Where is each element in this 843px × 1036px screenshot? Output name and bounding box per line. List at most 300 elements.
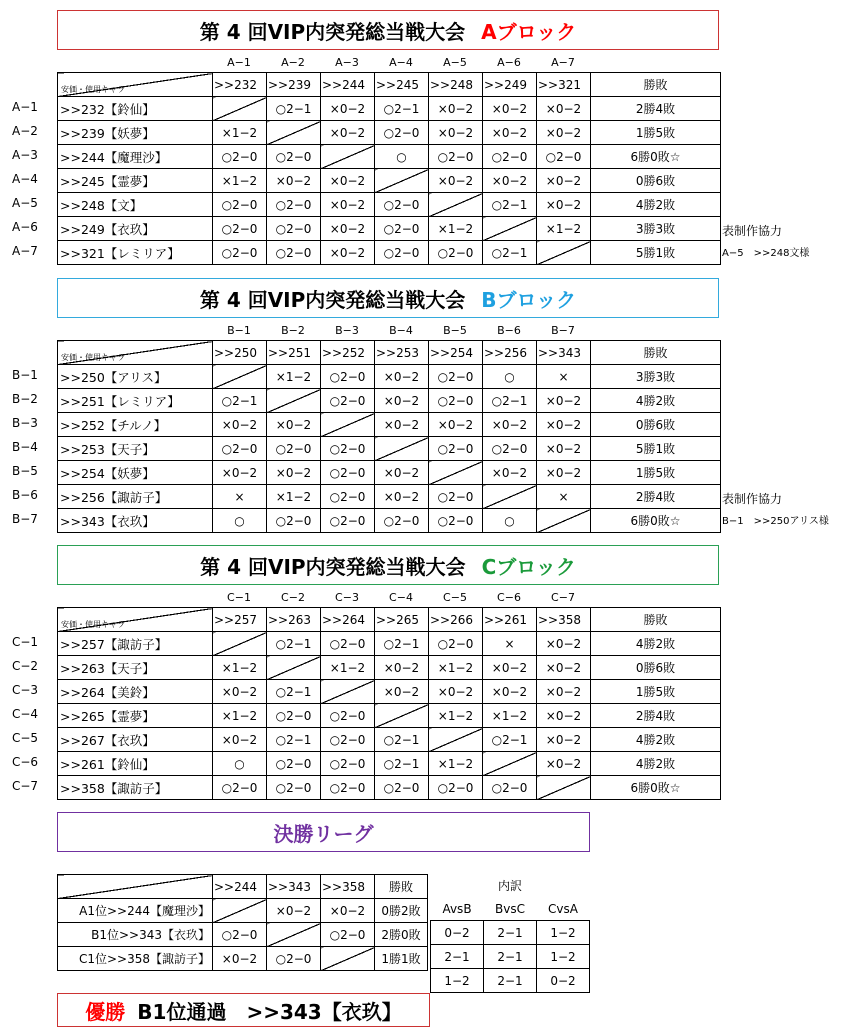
- match-result: ○2−0: [213, 193, 267, 217]
- self-match-cell: [267, 389, 321, 413]
- player-name: >>248【文】: [58, 193, 213, 217]
- column-seat-label: B−1: [227, 324, 251, 337]
- match-result: ○2−1: [483, 728, 537, 752]
- header-row: [58, 73, 721, 97]
- match-result: ×0−2: [321, 97, 375, 121]
- table-row: [58, 485, 721, 509]
- match-result: ×0−2: [321, 217, 375, 241]
- player-name: >>256【諏訪子】: [58, 485, 213, 509]
- column-seat-label: B−3: [335, 324, 359, 337]
- match-result: ×: [213, 485, 267, 509]
- column-seat-label: C−5: [443, 591, 467, 604]
- banner-title: 第 4 回VIP内突発総当戦大会: [199, 19, 466, 44]
- player-name: >>249【衣玖】: [58, 217, 213, 241]
- match-result: ○2−0: [267, 509, 321, 533]
- match-result: ×0−2: [375, 365, 429, 389]
- match-result: ○2−0: [267, 437, 321, 461]
- match-result: ○: [375, 145, 429, 169]
- self-match-cell: [375, 169, 429, 193]
- column-player-id: >>244: [321, 73, 375, 97]
- match-result: ×: [483, 632, 537, 656]
- breakdown-score: 2−1: [484, 945, 537, 969]
- self-match-cell: [267, 121, 321, 145]
- match-result: ○2−1: [483, 193, 537, 217]
- match-result: ×0−2: [267, 413, 321, 437]
- match-result: ×1−2: [429, 704, 483, 728]
- breakdown-column: AvsB: [442, 901, 472, 916]
- row-seat-label: C−3: [12, 683, 39, 697]
- match-result: ○2−1: [267, 632, 321, 656]
- row-seat-label: B−6: [12, 488, 38, 502]
- match-result: ○2−0: [537, 145, 591, 169]
- match-result: ○2−0: [375, 193, 429, 217]
- match-result: ×0−2: [321, 169, 375, 193]
- row-seat-label: A−1: [12, 100, 38, 114]
- win-loss-record: 1勝5敗: [591, 461, 721, 485]
- match-result: ×1−2: [483, 704, 537, 728]
- player-name: C1位>>358【諏訪子】: [58, 947, 213, 971]
- match-result: ○2−0: [321, 776, 375, 800]
- win-loss-record: 4勝2敗: [591, 193, 721, 217]
- win-loss-record: 2勝4敗: [591, 485, 721, 509]
- column-player-id: >>358: [537, 608, 591, 632]
- row-seat-label: B−4: [12, 440, 38, 454]
- table-row: [58, 365, 721, 389]
- match-result: ×0−2: [429, 680, 483, 704]
- match-result: ○2−0: [267, 193, 321, 217]
- match-result: ○2−0: [429, 389, 483, 413]
- match-result: ×1−2: [213, 656, 267, 680]
- table-row: [58, 461, 721, 485]
- match-result: ×0−2: [321, 899, 375, 923]
- corner-label: 安価・使用キャラ: [61, 85, 125, 94]
- breakdown-score: 1−2: [431, 969, 484, 993]
- table-row: [58, 217, 721, 241]
- self-match-cell: [267, 656, 321, 680]
- final-title: 決勝リーグ: [273, 821, 374, 846]
- header-row: [58, 341, 721, 365]
- column-player-id: >>358: [321, 875, 375, 899]
- match-result: ○2−0: [429, 776, 483, 800]
- column-seat-label: A−2: [281, 56, 305, 69]
- self-match-cell: [267, 923, 321, 947]
- column-player-id: >>248: [429, 73, 483, 97]
- match-result: ×0−2: [537, 193, 591, 217]
- row-seat-label: C−7: [12, 779, 39, 793]
- table-row: [58, 899, 428, 923]
- breakdown-score: 1−2: [537, 945, 590, 969]
- self-match-cell: [483, 217, 537, 241]
- player-name: >>253【天子】: [58, 437, 213, 461]
- match-result: ×0−2: [375, 485, 429, 509]
- win-loss-record: 1勝5敗: [591, 121, 721, 145]
- match-result: ○2−1: [267, 97, 321, 121]
- breakdown-score: 2−1: [484, 921, 537, 945]
- match-result: ×1−2: [429, 217, 483, 241]
- self-match-cell: [483, 752, 537, 776]
- win-loss-record: 1勝1敗: [375, 947, 428, 971]
- row-seat-label: B−5: [12, 464, 38, 478]
- column-seat-label: C−1: [227, 591, 251, 604]
- self-match-cell: [213, 632, 267, 656]
- match-result: ○2−0: [375, 241, 429, 265]
- match-result: ○2−1: [375, 97, 429, 121]
- player-name: >>244【魔理沙】: [58, 145, 213, 169]
- table-row: [58, 413, 721, 437]
- match-result: ○2−0: [429, 632, 483, 656]
- league-table: [57, 607, 721, 800]
- table-row: [58, 145, 721, 169]
- match-result: ×0−2: [483, 680, 537, 704]
- league-table: [57, 72, 721, 265]
- match-result: ×0−2: [213, 680, 267, 704]
- match-result: ×0−2: [537, 752, 591, 776]
- banner-block-label: Bブロック: [481, 287, 577, 312]
- breakdown-column: CvsA: [548, 901, 578, 916]
- match-result: ○2−0: [375, 121, 429, 145]
- result-header: 勝敗: [591, 608, 721, 632]
- row-seat-label: C−5: [12, 731, 39, 745]
- win-loss-record: 3勝3敗: [591, 217, 721, 241]
- credit-title: 表制作協力: [722, 492, 783, 506]
- column-player-id: >>232: [213, 73, 267, 97]
- match-result: ○2−0: [375, 217, 429, 241]
- match-result: ○2−0: [321, 389, 375, 413]
- column-seat-label: C−4: [389, 591, 413, 604]
- win-loss-record: 0勝2敗: [375, 899, 428, 923]
- table-row: [58, 241, 721, 265]
- player-name: >>267【衣玖】: [58, 728, 213, 752]
- match-result: ○2−1: [267, 728, 321, 752]
- block-banner: [57, 278, 719, 318]
- win-loss-record: 3勝3敗: [591, 365, 721, 389]
- match-result: ×0−2: [483, 97, 537, 121]
- column-player-id: >>264: [321, 608, 375, 632]
- match-result: ○2−0: [267, 217, 321, 241]
- match-result: ×0−2: [537, 97, 591, 121]
- header-row: [58, 608, 721, 632]
- self-match-cell: [483, 485, 537, 509]
- match-result: ○2−0: [213, 776, 267, 800]
- match-result: ○2−0: [267, 241, 321, 265]
- match-result: ×0−2: [483, 169, 537, 193]
- match-result: ○: [483, 365, 537, 389]
- match-result: ×: [537, 365, 591, 389]
- block-banner: [57, 10, 719, 50]
- player-name: >>239【妖夢】: [58, 121, 213, 145]
- match-result: ×0−2: [321, 193, 375, 217]
- player-name: >>251【レミリア】: [58, 389, 213, 413]
- match-result: ○2−0: [483, 437, 537, 461]
- block-banner: [57, 545, 719, 585]
- breakdown-score: 2−1: [431, 945, 484, 969]
- table-row: [58, 509, 721, 533]
- match-result: ○2−0: [321, 461, 375, 485]
- column-player-id: >>256: [483, 341, 537, 365]
- win-loss-record: 0勝6敗: [591, 169, 721, 193]
- row-seat-label: A−7: [12, 244, 38, 258]
- player-name: >>250【アリス】: [58, 365, 213, 389]
- row-seat-label: B−2: [12, 392, 38, 406]
- match-result: ×0−2: [375, 389, 429, 413]
- table-row: [58, 947, 428, 971]
- match-result: ×0−2: [537, 680, 591, 704]
- self-match-cell: [429, 728, 483, 752]
- row-seat-label: A−6: [12, 220, 38, 234]
- corner-cell: [58, 73, 213, 97]
- breakdown-title: 内訳: [497, 879, 522, 893]
- match-result: ×0−2: [375, 680, 429, 704]
- winner-label: 優勝: [85, 999, 126, 1024]
- row-seat-label: B−7: [12, 512, 38, 526]
- win-loss-record: 4勝2敗: [591, 728, 721, 752]
- player-name: >>321【レミリア】: [58, 241, 213, 265]
- match-result: ×0−2: [213, 413, 267, 437]
- column-player-id: >>251: [267, 341, 321, 365]
- match-result: ○2−0: [213, 437, 267, 461]
- match-result: ×1−2: [213, 704, 267, 728]
- match-result: ×1−2: [267, 365, 321, 389]
- match-result: ○2−0: [213, 145, 267, 169]
- match-result: ○2−1: [375, 752, 429, 776]
- match-result: ○2−0: [321, 632, 375, 656]
- match-result: ○: [213, 509, 267, 533]
- credit-title: 表制作協力: [722, 224, 783, 238]
- breakdown-table: [430, 874, 590, 993]
- match-result: ×0−2: [537, 704, 591, 728]
- match-result: ×0−2: [483, 121, 537, 145]
- match-result: ×0−2: [375, 461, 429, 485]
- win-loss-record: 2勝4敗: [591, 704, 721, 728]
- match-result: ×0−2: [429, 413, 483, 437]
- match-result: ×0−2: [483, 461, 537, 485]
- column-seat-label: A−4: [389, 56, 413, 69]
- table-row: [58, 680, 721, 704]
- column-seat-label: C−6: [497, 591, 521, 604]
- corner-label: 安価・使用キャラ: [61, 353, 125, 362]
- match-result: ○2−0: [429, 509, 483, 533]
- table-row: [58, 97, 721, 121]
- breakdown-column: BvsC: [495, 901, 525, 916]
- column-player-id: >>252: [321, 341, 375, 365]
- column-player-id: >>254: [429, 341, 483, 365]
- table-row: [58, 704, 721, 728]
- column-player-id: >>265: [375, 608, 429, 632]
- match-result: ×1−2: [213, 121, 267, 145]
- self-match-cell: [537, 776, 591, 800]
- row-seat-label: A−5: [12, 196, 38, 210]
- player-name: >>232【鈴仙】: [58, 97, 213, 121]
- match-result: ○2−1: [375, 728, 429, 752]
- row-seat-label: C−4: [12, 707, 39, 721]
- table-row: [58, 728, 721, 752]
- column-player-id: >>249: [483, 73, 537, 97]
- match-result: ×1−2: [537, 217, 591, 241]
- breakdown-row: [431, 921, 590, 945]
- match-result: ○2−0: [375, 509, 429, 533]
- row-seat-label: A−2: [12, 124, 38, 138]
- column-player-id: >>257: [213, 608, 267, 632]
- match-result: ○2−0: [429, 365, 483, 389]
- match-result: ○2−1: [483, 389, 537, 413]
- match-result: ×0−2: [537, 461, 591, 485]
- match-result: ×0−2: [213, 947, 267, 971]
- row-seat-label: B−3: [12, 416, 38, 430]
- match-result: ×1−2: [267, 485, 321, 509]
- match-result: ×0−2: [537, 169, 591, 193]
- column-player-id: >>343: [537, 341, 591, 365]
- win-loss-record: 2勝4敗: [591, 97, 721, 121]
- league-table: [57, 340, 721, 533]
- column-player-id: >>250: [213, 341, 267, 365]
- table-row: [58, 121, 721, 145]
- match-result: ○: [213, 752, 267, 776]
- match-result: ×1−2: [213, 169, 267, 193]
- match-result: ○2−0: [267, 752, 321, 776]
- match-result: ○2−0: [267, 947, 321, 971]
- player-name: >>265【霊夢】: [58, 704, 213, 728]
- column-seat-label: A−7: [551, 56, 575, 69]
- win-loss-record: 5勝1敗: [591, 241, 721, 265]
- match-result: ×0−2: [267, 461, 321, 485]
- breakdown-row: [431, 969, 590, 993]
- column-seat-label: A−6: [497, 56, 521, 69]
- match-result: ○2−0: [429, 437, 483, 461]
- table-row: [58, 776, 721, 800]
- match-result: ×0−2: [537, 728, 591, 752]
- match-result: ○2−0: [321, 509, 375, 533]
- win-loss-record: 2勝0敗: [375, 923, 428, 947]
- match-result: ×0−2: [483, 656, 537, 680]
- match-result: ○2−0: [375, 776, 429, 800]
- match-result: ○2−0: [267, 776, 321, 800]
- result-header: 勝敗: [591, 73, 721, 97]
- breakdown-score: 0−2: [537, 969, 590, 993]
- table-row: [58, 169, 721, 193]
- player-name: >>257【諏訪子】: [58, 632, 213, 656]
- match-result: ×0−2: [429, 97, 483, 121]
- win-loss-record: 0勝6敗: [591, 413, 721, 437]
- match-result: ○2−0: [213, 241, 267, 265]
- match-result: ○2−0: [429, 485, 483, 509]
- breakdown-score: 2−1: [484, 969, 537, 993]
- match-result: ○2−1: [267, 680, 321, 704]
- column-seat-label: B−2: [281, 324, 305, 337]
- match-result: ○2−0: [429, 241, 483, 265]
- table-row: [58, 923, 428, 947]
- row-seat-label: C−6: [12, 755, 39, 769]
- credit-name: A−5 >>248文様: [722, 248, 810, 259]
- win-loss-record: 6勝0敗☆: [591, 509, 721, 533]
- player-name: A1位>>244【魔理沙】: [58, 899, 213, 923]
- header-row: [58, 875, 428, 899]
- table-row: [58, 752, 721, 776]
- match-result: ○2−0: [321, 923, 375, 947]
- match-result: ○2−0: [213, 923, 267, 947]
- column-player-id: >>266: [429, 608, 483, 632]
- match-result: ×0−2: [537, 413, 591, 437]
- win-loss-record: 4勝2敗: [591, 752, 721, 776]
- table-row: [58, 193, 721, 217]
- match-result: ○2−0: [321, 728, 375, 752]
- self-match-cell: [213, 97, 267, 121]
- final-banner: [57, 812, 590, 852]
- column-seat-label: C−2: [281, 591, 305, 604]
- match-result: ×0−2: [321, 121, 375, 145]
- table-row: [58, 389, 721, 413]
- breakdown-row: [431, 945, 590, 969]
- win-loss-record: 6勝0敗☆: [591, 145, 721, 169]
- player-name: >>263【天子】: [58, 656, 213, 680]
- self-match-cell: [537, 509, 591, 533]
- column-player-id: >>261: [483, 608, 537, 632]
- banner-title: 第 4 回VIP内突発総当戦大会: [199, 287, 466, 312]
- win-loss-record: 5勝1敗: [591, 437, 721, 461]
- row-seat-label: B−1: [12, 368, 38, 382]
- column-player-id: >>245: [375, 73, 429, 97]
- column-seat-label: C−3: [335, 591, 359, 604]
- column-player-id: >>239: [267, 73, 321, 97]
- match-result: ○: [483, 509, 537, 533]
- match-result: ×1−2: [429, 752, 483, 776]
- match-result: ○2−0: [483, 145, 537, 169]
- match-result: ○2−1: [483, 241, 537, 265]
- self-match-cell: [213, 899, 267, 923]
- match-result: ○2−0: [321, 437, 375, 461]
- match-result: ×0−2: [537, 437, 591, 461]
- final-league-table: [57, 874, 428, 971]
- self-match-cell: [429, 193, 483, 217]
- breakdown-header-row: [431, 897, 590, 921]
- corner-cell: [58, 608, 213, 632]
- self-match-cell: [375, 437, 429, 461]
- banner-block-label: Aブロック: [481, 19, 577, 44]
- breakdown-score: 1−2: [537, 921, 590, 945]
- column-seat-label: B−7: [551, 324, 575, 337]
- match-result: ○2−0: [429, 145, 483, 169]
- self-match-cell: [321, 947, 375, 971]
- match-result: ○2−0: [321, 704, 375, 728]
- result-header: 勝敗: [591, 341, 721, 365]
- corner-cell: [58, 341, 213, 365]
- win-loss-record: 0勝6敗: [591, 656, 721, 680]
- table-row: [58, 656, 721, 680]
- match-result: ○2−0: [267, 145, 321, 169]
- self-match-cell: [321, 413, 375, 437]
- column-player-id: >>253: [375, 341, 429, 365]
- column-seat-label: B−4: [389, 324, 413, 337]
- table-row: [58, 632, 721, 656]
- match-result: ×0−2: [213, 461, 267, 485]
- column-player-id: >>321: [537, 73, 591, 97]
- self-match-cell: [429, 461, 483, 485]
- column-seat-label: C−7: [551, 591, 575, 604]
- match-result: ×0−2: [267, 169, 321, 193]
- result-header: 勝敗: [375, 875, 428, 899]
- match-result: ×1−2: [321, 656, 375, 680]
- column-seat-label: A−1: [227, 56, 251, 69]
- winner-banner: [57, 993, 430, 1027]
- match-result: ×1−2: [429, 656, 483, 680]
- match-result: ○2−0: [321, 752, 375, 776]
- win-loss-record: 1勝5敗: [591, 680, 721, 704]
- breakdown-score: 0−2: [431, 921, 484, 945]
- match-result: ×0−2: [483, 413, 537, 437]
- row-seat-label: A−4: [12, 172, 38, 186]
- match-result: ×0−2: [537, 656, 591, 680]
- match-result: ×0−2: [537, 389, 591, 413]
- winner-text: B1位通過 >>343【衣玖】: [137, 999, 402, 1024]
